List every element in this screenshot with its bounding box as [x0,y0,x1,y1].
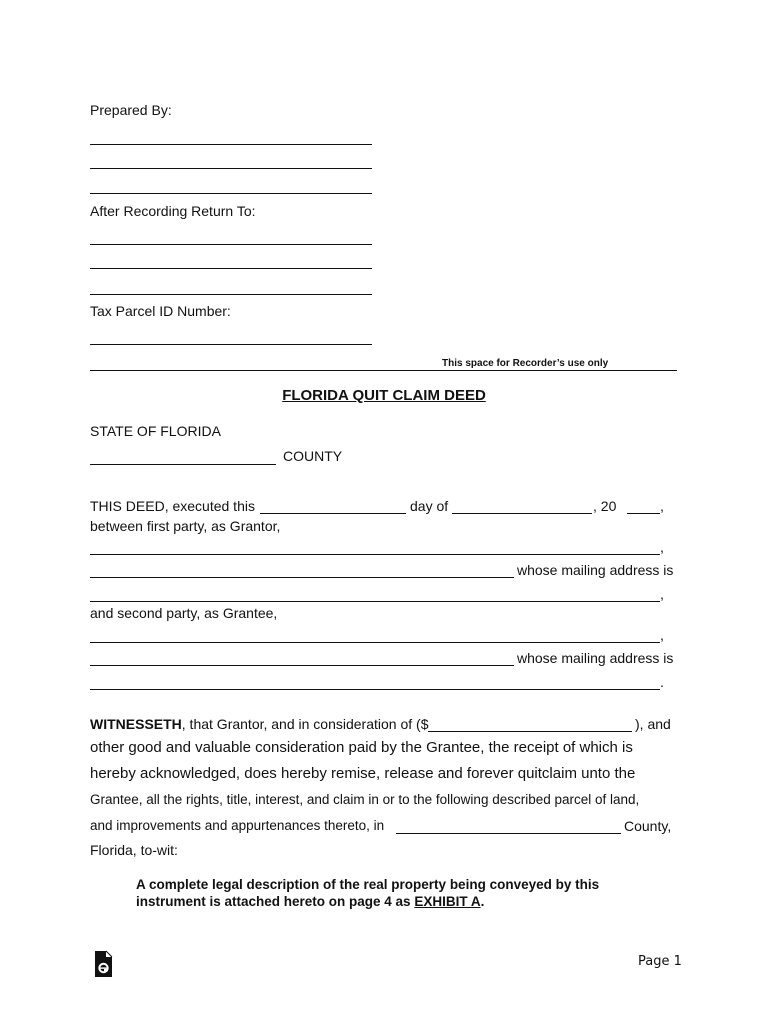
witnesseth-line-2: other good and valuable consideration paid by the Grantee, the receipt of which is [90,739,633,756]
executed-this-text: , executed this [164,498,255,514]
tax-parcel-line[interactable] [90,344,372,345]
year-prefix: , 20 [593,498,617,514]
witnesseth-line-5: and improvements and appurtenances thereto, in [90,818,385,833]
witnesseth-label: WITNESSETH [90,716,182,732]
county-label: COUNTY [283,448,343,464]
grantor-name-line-2[interactable] [90,577,514,578]
legal-description-line-1: A complete legal description of the real property being conveyed by this [136,877,600,892]
prepared-by-line-1[interactable] [90,144,372,145]
this-deed-text: THIS DEED [90,498,165,514]
return-to-line-2[interactable] [90,268,372,269]
deed-title: FLORIDA QUIT CLAIM DEED [282,387,486,404]
tax-parcel-label: Tax Parcel ID Number: [90,303,231,319]
witnesseth-close: ), and [635,716,671,732]
prepared-by-line-3[interactable] [90,193,372,194]
return-to-line-3[interactable] [90,294,372,295]
grantor-name-line[interactable] [90,554,660,555]
prepared-by-line-2[interactable] [90,168,372,169]
grantee-name-line[interactable] [90,642,660,643]
grantee-name-line-2[interactable] [90,665,514,666]
witnesseth-line-3: hereby acknowledged, does hereby remise, release and forever quitclaim unto the [90,765,636,782]
execution-month-line[interactable] [452,513,592,514]
grantor-mailing-label: whose mailing address is [517,562,674,578]
county-name-line[interactable] [90,464,276,465]
witnesseth-intro [90,716,428,732]
execution-year-line[interactable] [627,513,660,514]
return-to-line-1[interactable] [90,244,372,245]
consideration-amount-line[interactable] [428,731,632,732]
witnesseth-lead: , that Grantor, and in consideration of ($ [181,716,429,732]
legal-description-note [136,876,636,910]
property-county-label: County, [624,818,672,834]
deed-intro [90,498,255,514]
witnesseth-line-6: Florida, to-wit: [90,842,178,858]
execution-day-line[interactable] [260,513,406,514]
state-label: STATE OF FLORIDA [90,423,221,439]
grantee-mailing-label: whose mailing address is [517,650,674,666]
grantor-address-comma: , [660,586,664,602]
prepared-by-label: Prepared By: [90,102,172,118]
property-county-line[interactable] [396,833,621,834]
between-grantor-text: between first party, as Grantor, [90,518,281,534]
day-of-label: day of [410,498,449,514]
legal-description-line-2 [136,893,636,910]
page-number: Page 1 [638,954,682,969]
after-recording-label: After Recording Return To: [90,203,256,219]
exhibit-a-label: EXHIBIT A [414,894,481,909]
grantee-address-period: . [660,674,664,690]
grantor-address-line[interactable] [90,601,660,602]
grantee-name-comma: , [660,627,664,643]
second-party-text: and second party, as Grantee, [90,605,278,621]
eforms-logo-icon [93,950,113,978]
legal-description-period: . [480,894,485,909]
year-comma: , [660,498,664,514]
legal-description-prefix: instrument is attached hereto on page 4 as [136,894,411,909]
recorder-divider [90,370,677,371]
grantee-address-line[interactable] [90,689,660,690]
grantor-name-comma: , [660,539,664,555]
recorder-note: This space for Recorder’s use only [442,358,609,369]
witnesseth-line-4: Grantee, all the rights, title, interest, and claim in or to the following described parcel of land, [90,792,640,807]
